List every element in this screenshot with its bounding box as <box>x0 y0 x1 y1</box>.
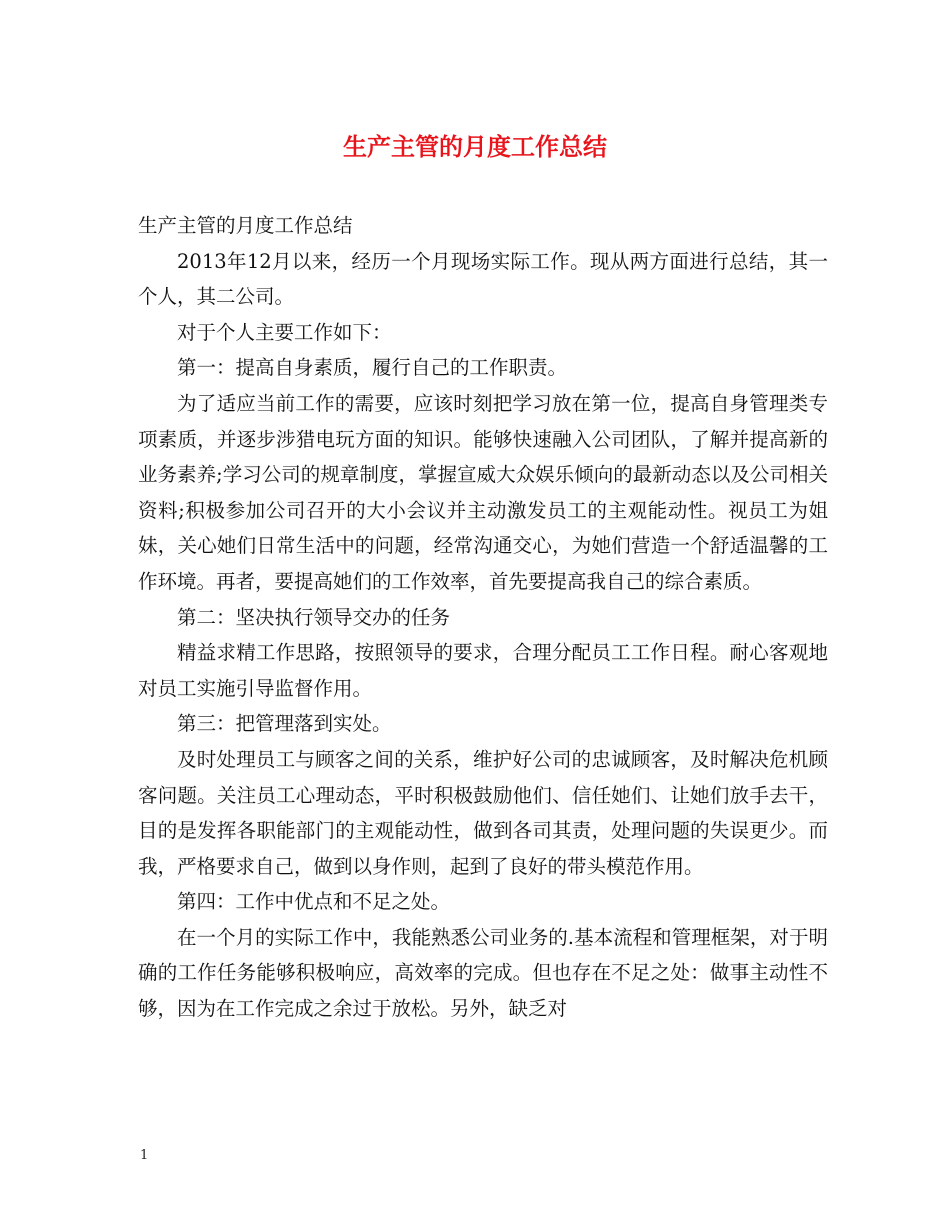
paragraph-point-1-body: 为了适应当前工作的需要，应该时刻把学习放在第一位，提高自身管理类专项素质，并逐步涉猎电玩方面的知识。能够快速融入公司团队，了解并提高新的业务素养;学习公司的规章制度，掌握宣威大众娱乐倾向的最新动态以及公司相关资料;积极参加公司召开的大小会议并主动激发员工的主观能动性。视员工为姐妹，关心她们日常生活中的问题，经常沟通交心，为她们营造一个舒适温馨的工作环境。再者，要提高她们的工作效率，首先要提高我自己的综合素质。 <box>138 391 828 593</box>
paragraph-point-1-heading: 第一：提高自身素质，履行自己的工作职责。 <box>177 356 568 380</box>
paragraph-intro: 2013年12月以来，经历一个月现场实际工作。现从两方面进行总结，其一个人，其二公司。 <box>138 249 828 309</box>
paragraph-point-3-body: 及时处理员工与顾客之间的关系，维护好公司的忠诚顾客，及时解决危机顾客问题。关注员工心理动态，平时积极鼓励他们、信任她们、让她们放手去干，目的是发挥各职能部门的主观能动性，做到各司其责，处理问题的失误更少。而我，严格要求自己，做到以身作则，起到了良好的带头模范作用。 <box>138 747 828 878</box>
paragraph-point-4-heading: 第四：工作中优点和不足之处。 <box>177 890 451 914</box>
paragraph-point-2-body: 精益求精工作思路，按照领导的要求，合理分配员工工作日程。耐心客观地对员工实施引导监督作用。 <box>138 641 828 700</box>
paragraph-personal-lead: 对于个人主要工作如下： <box>177 320 392 344</box>
paragraph-point-2-heading: 第二：坚决执行领导交办的任务 <box>177 605 451 629</box>
document-title: 生产主管的月度工作总结 <box>343 132 607 161</box>
paragraph-point-4-body: 在一个月的实际工作中，我能熟悉公司业务的.基本流程和管理框架，对于明确的工作任务能够积极响应，高效率的完成。但也存在不足之处：做事主动性不够，因为在工作完成之余过于放松。另外，缺乏对 <box>138 925 828 1021</box>
paragraph-heading: 生产主管的月度工作总结 <box>138 214 353 237</box>
paragraph-point-3-heading: 第三：把管理落到实处。 <box>177 712 392 736</box>
page-number: 1 <box>140 1148 149 1163</box>
document-body <box>138 208 828 1027</box>
